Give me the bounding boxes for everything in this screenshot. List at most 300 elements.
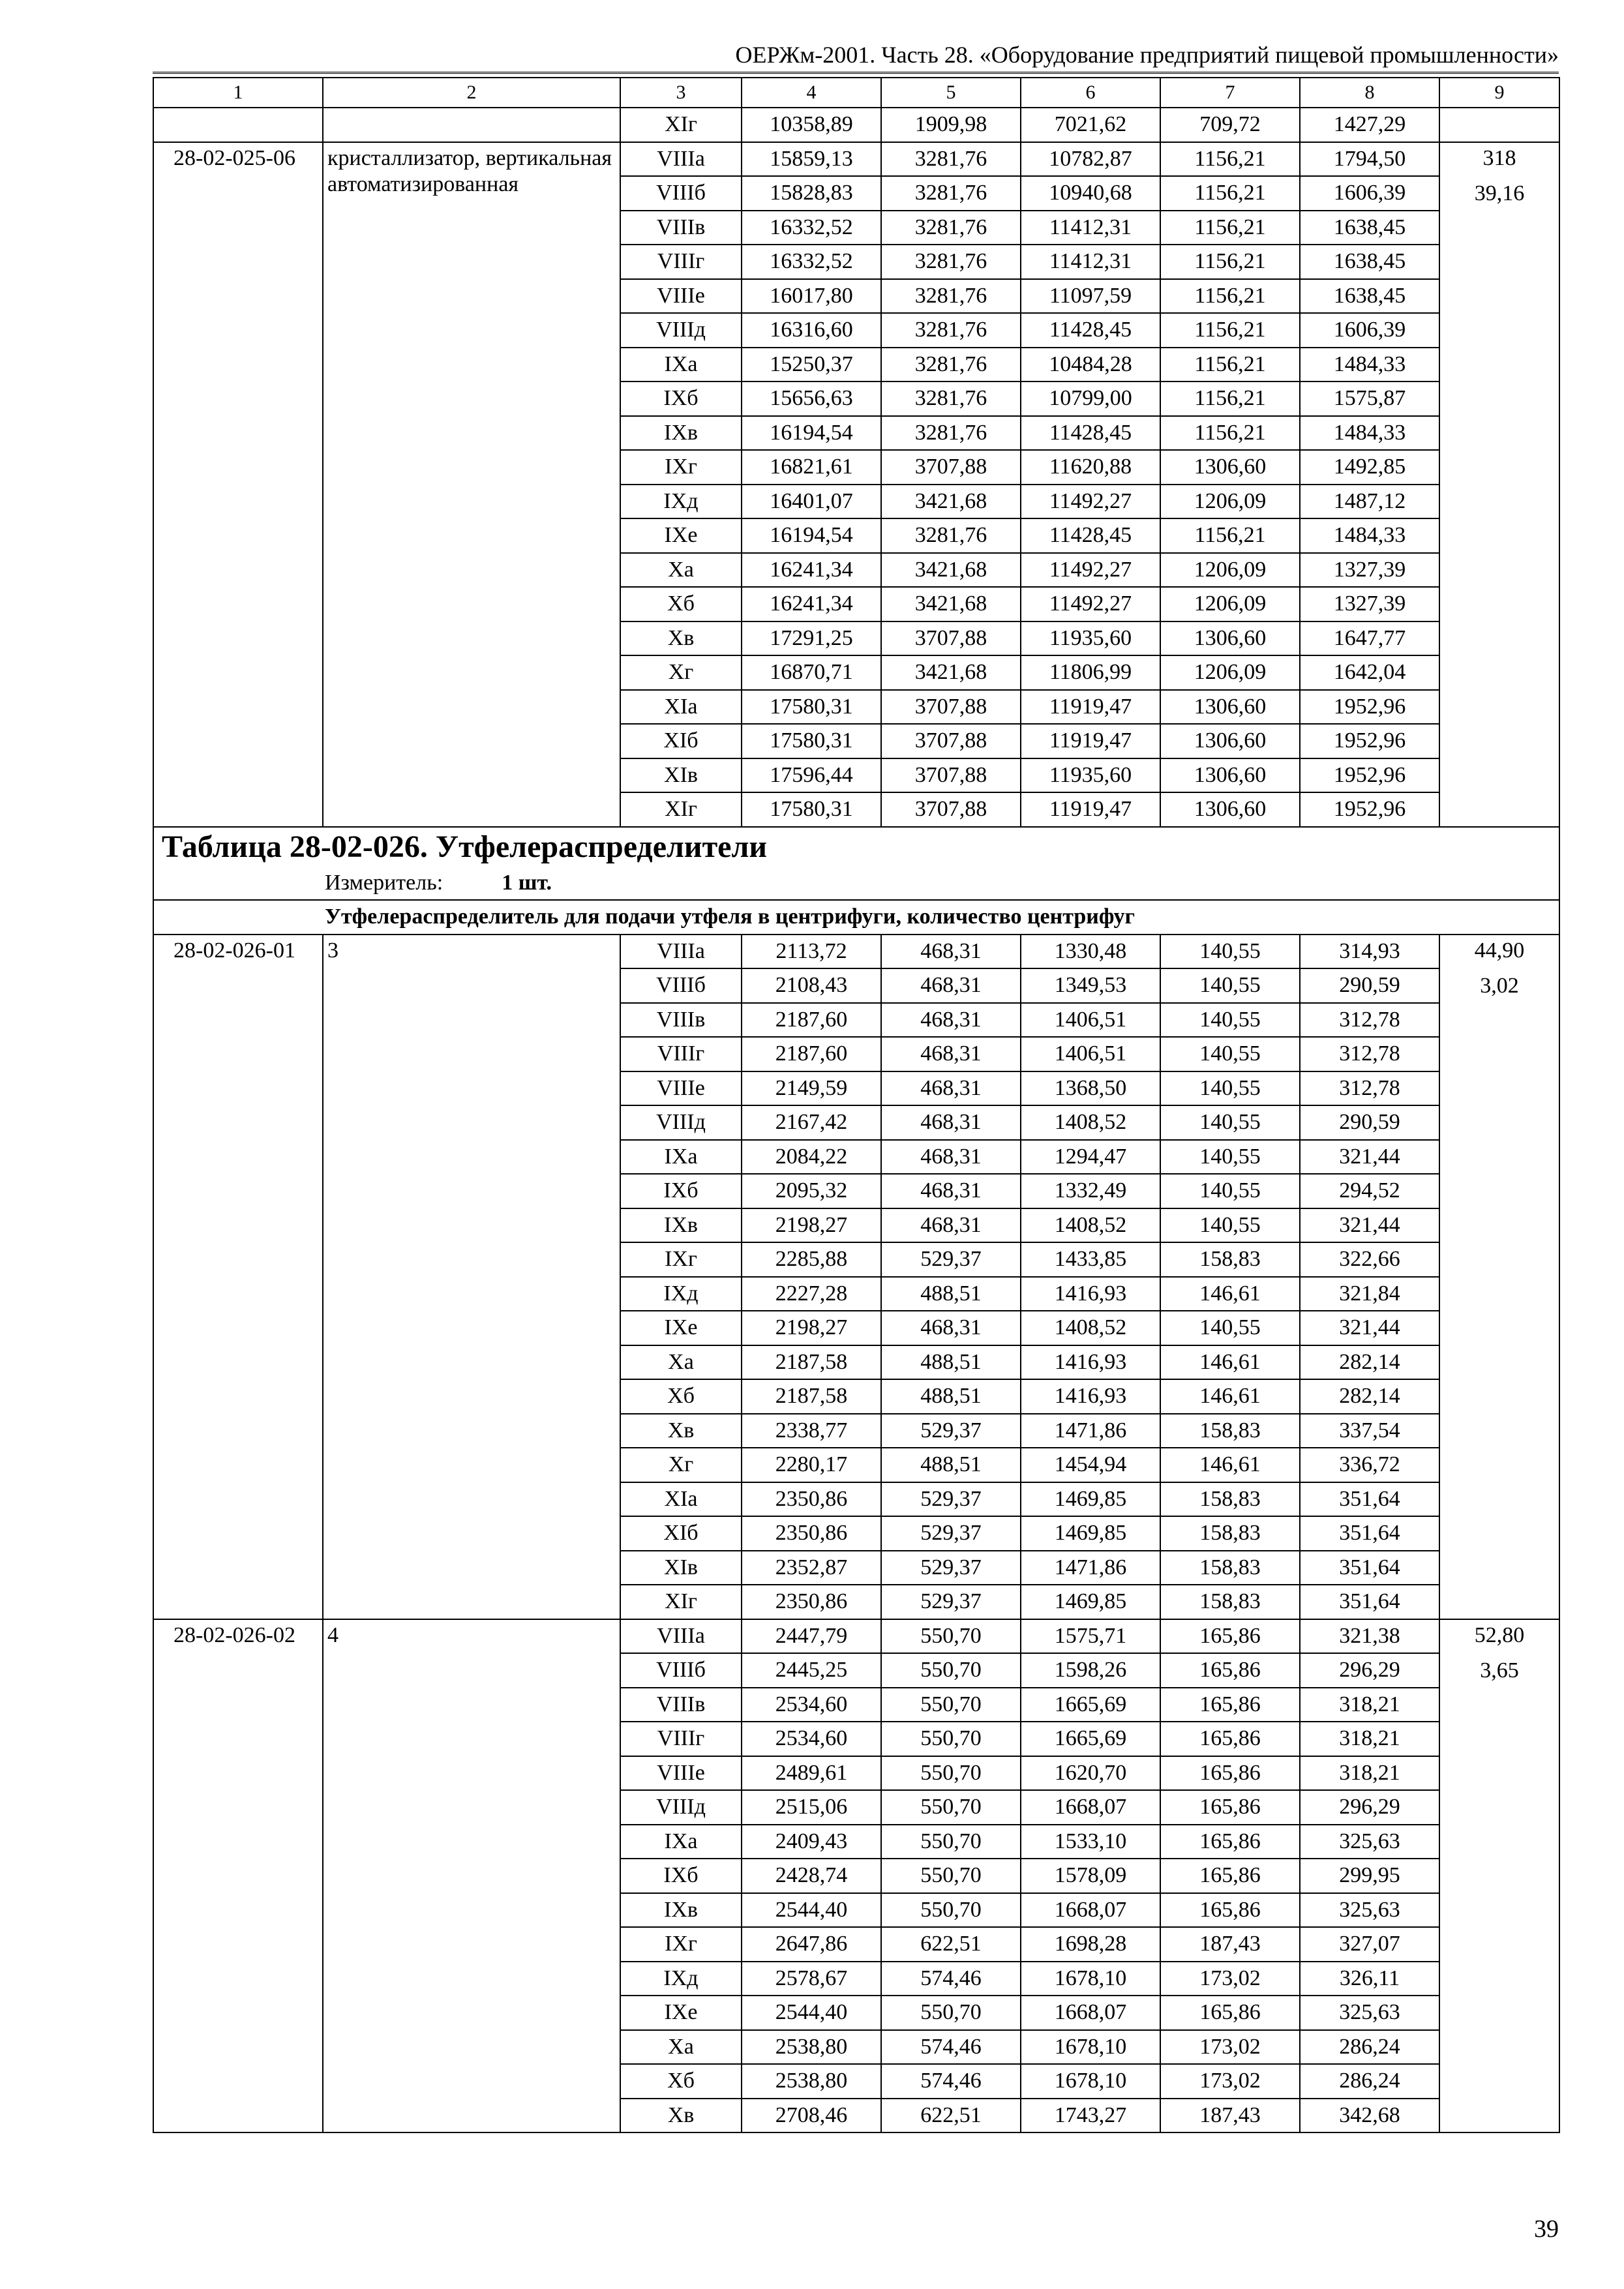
machinists-wages-cell: 140,55	[1160, 1311, 1300, 1345]
materials-cell: 321,38	[1300, 1619, 1439, 1654]
zone-cell: IXд	[620, 1962, 742, 1996]
zone-cell: VIIIа	[620, 142, 742, 177]
machines-cell: 1408,52	[1021, 1208, 1160, 1243]
wages-cell: 3707,88	[881, 690, 1021, 725]
materials-cell: 318,21	[1300, 1722, 1439, 1756]
zone-cell: IXг	[620, 1242, 742, 1277]
name-cell	[323, 108, 620, 142]
total-cost-cell: 16332,52	[742, 211, 881, 245]
column-number: 4	[742, 78, 881, 108]
machines-cell: 11412,31	[1021, 211, 1160, 245]
wages-cell: 529,37	[881, 1414, 1021, 1448]
machinists-wages-cell: 173,02	[1160, 2064, 1300, 2099]
materials-cell: 1327,39	[1300, 553, 1439, 588]
labor-norm-cell	[1439, 1619, 1559, 2133]
machines-cell: 1620,70	[1021, 1756, 1160, 1791]
zone-cell: Xа	[620, 1345, 742, 1380]
zone-cell: VIIIд	[620, 313, 742, 348]
wages-cell: 550,70	[881, 1688, 1021, 1722]
total-cost-cell: 16332,52	[742, 245, 881, 279]
wages-cell: 550,70	[881, 1859, 1021, 1893]
zone-cell: VIIIд	[620, 1105, 742, 1140]
materials-cell: 296,29	[1300, 1790, 1439, 1825]
materials-cell: 325,63	[1300, 1996, 1439, 2030]
materials-cell: 325,63	[1300, 1825, 1439, 1859]
materials-cell: 1638,45	[1300, 245, 1439, 279]
zone-cell: Xг	[620, 1448, 742, 1482]
machinists-wages-cell: 1156,21	[1160, 245, 1300, 279]
zone-cell: IXв	[620, 416, 742, 451]
zone-cell: VIIIе	[620, 279, 742, 314]
total-cost-cell: 2544,40	[742, 1996, 881, 2030]
machines-cell: 11620,88	[1021, 450, 1160, 485]
wages-cell: 3281,76	[881, 416, 1021, 451]
zone-cell: IXа	[620, 1140, 742, 1174]
wages-cell: 622,51	[881, 1927, 1021, 1962]
zone-cell: XIг	[620, 792, 742, 827]
wages-cell: 3281,76	[881, 348, 1021, 382]
machinists-wages-cell: 158,83	[1160, 1585, 1300, 1619]
machinists-wages-cell: 165,86	[1160, 1996, 1300, 2030]
materials-cell: 1952,96	[1300, 690, 1439, 725]
materials-cell: 321,44	[1300, 1311, 1439, 1345]
machinists-wages-cell: 1156,21	[1160, 348, 1300, 382]
machines-cell: 11919,47	[1021, 724, 1160, 758]
total-cost-cell: 2428,74	[742, 1859, 881, 1893]
wages-cell: 468,31	[881, 1208, 1021, 1243]
position-name: 3	[323, 935, 620, 1619]
wages-cell: 3707,88	[881, 792, 1021, 827]
machines-cell: 1533,10	[1021, 1825, 1160, 1859]
zone-cell: XIг	[620, 1585, 742, 1619]
total-cost-cell: 2447,79	[742, 1619, 881, 1654]
total-cost-cell: 2708,46	[742, 2099, 881, 2133]
materials-cell: 312,78	[1300, 1071, 1439, 1106]
machines-cell: 1665,69	[1021, 1722, 1160, 1756]
machinists-wages-cell: 140,55	[1160, 1003, 1300, 1038]
total-cost-cell: 2285,88	[742, 1242, 881, 1277]
wages-cell: 1909,98	[881, 108, 1021, 142]
total-cost-cell: 2227,28	[742, 1277, 881, 1311]
materials-cell: 318,21	[1300, 1688, 1439, 1722]
total-cost-cell: 2647,86	[742, 1927, 881, 1962]
machines-cell: 7021,62	[1021, 108, 1160, 142]
page-number: 39	[1534, 2215, 1559, 2243]
machines-cell: 11935,60	[1021, 758, 1160, 793]
wages-cell: 468,31	[881, 1105, 1021, 1140]
zone-cell: VIIIа	[620, 935, 742, 969]
labor-norm-value: 39,16	[1474, 181, 1525, 205]
machinists-wages-cell: 165,86	[1160, 1893, 1300, 1928]
materials-cell: 282,14	[1300, 1379, 1439, 1414]
materials-cell: 1638,45	[1300, 279, 1439, 314]
table-row	[153, 142, 1559, 177]
wages-cell: 3281,76	[881, 313, 1021, 348]
machinists-wages-cell: 1156,21	[1160, 382, 1300, 416]
machines-cell: 1454,94	[1021, 1448, 1160, 1482]
wages-cell: 574,46	[881, 2064, 1021, 2099]
price-table	[153, 77, 1560, 2133]
total-cost-cell: 10358,89	[742, 108, 881, 142]
machinists-wages-cell: 187,43	[1160, 2099, 1300, 2133]
column-number: 6	[1021, 78, 1160, 108]
wages-cell: 3281,76	[881, 142, 1021, 177]
wages-cell: 488,51	[881, 1277, 1021, 1311]
total-cost-cell: 2445,25	[742, 1653, 881, 1688]
materials-cell: 1427,29	[1300, 108, 1439, 142]
wages-cell: 529,37	[881, 1551, 1021, 1585]
zone-cell: VIIIг	[620, 1037, 742, 1071]
zone-cell: IXе	[620, 1311, 742, 1345]
machinists-wages-cell: 1156,21	[1160, 279, 1300, 314]
total-cost-cell: 16870,71	[742, 655, 881, 690]
table-subtitle: Утфелераспределитель для подачи утфеля в центрифуги, количество центрифуг	[153, 900, 1559, 935]
machinists-wages-cell: 1206,09	[1160, 553, 1300, 588]
machinists-wages-cell: 158,83	[1160, 1242, 1300, 1277]
machinists-wages-cell: 187,43	[1160, 1927, 1300, 1962]
zone-cell: IXб	[620, 1859, 742, 1893]
materials-cell: 1952,96	[1300, 724, 1439, 758]
machinists-wages-cell: 165,86	[1160, 1688, 1300, 1722]
measure-label: Измеритель:	[325, 870, 444, 895]
machinists-wages-cell: 158,83	[1160, 1414, 1300, 1448]
wages-cell: 550,70	[881, 1790, 1021, 1825]
machines-cell: 1469,85	[1021, 1585, 1160, 1619]
zone-cell: Xв	[620, 2099, 742, 2133]
zone-cell: XIа	[620, 690, 742, 725]
machines-cell: 1294,47	[1021, 1140, 1160, 1174]
labor-norm-value: 318	[1482, 145, 1516, 170]
materials-cell: 337,54	[1300, 1414, 1439, 1448]
subtitle-row	[153, 900, 1559, 935]
wages-cell: 3421,68	[881, 553, 1021, 588]
zone-cell: XIв	[620, 1551, 742, 1585]
measure-value: 1 шт.	[502, 870, 552, 895]
zone-cell: VIIIб	[620, 968, 742, 1003]
machines-cell: 1406,51	[1021, 1003, 1160, 1038]
wages-cell: 550,70	[881, 1722, 1021, 1756]
materials-cell: 1484,33	[1300, 348, 1439, 382]
materials-cell: 327,07	[1300, 1927, 1439, 1962]
zone-cell: IXб	[620, 382, 742, 416]
position-code: 28-02-026-02	[153, 1619, 323, 2133]
total-cost-cell: 17580,31	[742, 792, 881, 827]
machinists-wages-cell: 709,72	[1160, 108, 1300, 142]
total-cost-cell: 2352,87	[742, 1551, 881, 1585]
measure-cell	[153, 867, 1559, 901]
total-cost-cell: 2167,42	[742, 1105, 881, 1140]
table-row	[153, 1619, 1559, 1654]
position-name: 4	[323, 1619, 620, 2133]
machinists-wages-cell: 1206,09	[1160, 655, 1300, 690]
machines-cell: 1678,10	[1021, 2030, 1160, 2065]
materials-cell: 1952,96	[1300, 758, 1439, 793]
machines-cell: 1668,07	[1021, 1790, 1160, 1825]
wages-cell: 488,51	[881, 1345, 1021, 1380]
zone-cell: Xб	[620, 587, 742, 621]
machines-cell: 11806,99	[1021, 655, 1160, 690]
machines-cell: 1575,71	[1021, 1619, 1160, 1654]
materials-cell: 1606,39	[1300, 176, 1439, 211]
machines-cell: 11935,60	[1021, 621, 1160, 656]
zone-cell: Xб	[620, 1379, 742, 1414]
zone-cell: IXе	[620, 1996, 742, 2030]
materials-cell: 286,24	[1300, 2064, 1439, 2099]
machines-cell: 1469,85	[1021, 1516, 1160, 1551]
zone-cell: IXг	[620, 1927, 742, 1962]
materials-cell: 1484,33	[1300, 416, 1439, 451]
zone-cell: XIб	[620, 1516, 742, 1551]
machines-cell: 11492,27	[1021, 587, 1160, 621]
machinists-wages-cell: 146,61	[1160, 1448, 1300, 1482]
materials-cell: 1492,85	[1300, 450, 1439, 485]
machines-cell: 1578,09	[1021, 1859, 1160, 1893]
machines-cell: 1471,86	[1021, 1551, 1160, 1585]
total-cost-cell: 2578,67	[742, 1962, 881, 1996]
total-cost-cell: 2187,58	[742, 1345, 881, 1380]
materials-cell: 1487,12	[1300, 485, 1439, 519]
table-row	[153, 108, 1559, 142]
wages-cell: 3707,88	[881, 450, 1021, 485]
zone-cell: Xг	[620, 655, 742, 690]
machinists-wages-cell: 1306,60	[1160, 450, 1300, 485]
machinists-wages-cell: 1306,60	[1160, 724, 1300, 758]
zone-cell: Xв	[620, 1414, 742, 1448]
total-cost-cell: 2187,58	[742, 1379, 881, 1414]
machinists-wages-cell: 165,86	[1160, 1722, 1300, 1756]
zone-cell: VIIIг	[620, 245, 742, 279]
total-cost-cell: 16401,07	[742, 485, 881, 519]
machinists-wages-cell: 1306,60	[1160, 621, 1300, 656]
column-number: 7	[1160, 78, 1300, 108]
machinists-wages-cell: 1156,21	[1160, 142, 1300, 177]
materials-cell: 318,21	[1300, 1756, 1439, 1791]
materials-cell: 321,44	[1300, 1208, 1439, 1243]
wages-cell: 550,70	[881, 1825, 1021, 1859]
materials-cell: 1952,96	[1300, 792, 1439, 827]
machinists-wages-cell: 165,86	[1160, 1619, 1300, 1654]
materials-cell: 294,52	[1300, 1174, 1439, 1208]
machinists-wages-cell: 1306,60	[1160, 792, 1300, 827]
machines-cell: 11428,45	[1021, 518, 1160, 553]
machines-cell: 11428,45	[1021, 313, 1160, 348]
machines-cell: 1598,26	[1021, 1653, 1160, 1688]
total-cost-cell: 2409,43	[742, 1825, 881, 1859]
wages-cell: 574,46	[881, 2030, 1021, 2065]
materials-cell: 351,64	[1300, 1516, 1439, 1551]
materials-cell: 1484,33	[1300, 518, 1439, 553]
total-cost-cell: 16194,54	[742, 518, 881, 553]
total-cost-cell: 15656,63	[742, 382, 881, 416]
machines-cell: 10940,68	[1021, 176, 1160, 211]
zone-cell: Xб	[620, 2064, 742, 2099]
machines-cell: 1408,52	[1021, 1105, 1160, 1140]
machinists-wages-cell: 1206,09	[1160, 485, 1300, 519]
wages-cell: 468,31	[881, 1003, 1021, 1038]
machinists-wages-cell: 146,61	[1160, 1277, 1300, 1311]
machines-cell: 1406,51	[1021, 1037, 1160, 1071]
materials-cell: 312,78	[1300, 1003, 1439, 1038]
wages-cell: 3281,76	[881, 382, 1021, 416]
total-cost-cell: 17580,31	[742, 690, 881, 725]
machinists-wages-cell: 165,86	[1160, 1653, 1300, 1688]
machines-cell: 1416,93	[1021, 1277, 1160, 1311]
zone-cell: XIб	[620, 724, 742, 758]
zone-cell: VIIIд	[620, 1790, 742, 1825]
total-cost-cell: 2338,77	[742, 1414, 881, 1448]
total-cost-cell: 2515,06	[742, 1790, 881, 1825]
machinists-wages-cell: 165,86	[1160, 1790, 1300, 1825]
zone-cell: IXа	[620, 1825, 742, 1859]
materials-cell: 322,66	[1300, 1242, 1439, 1277]
labor-norm-value: 3,02	[1480, 973, 1519, 998]
machinists-wages-cell: 140,55	[1160, 1140, 1300, 1174]
materials-cell: 321,44	[1300, 1140, 1439, 1174]
table-title: Таблица 28-02-026. Утфелераспределители	[153, 827, 1559, 867]
machinists-wages-cell: 158,83	[1160, 1516, 1300, 1551]
zone-cell: Xв	[620, 621, 742, 656]
machines-cell: 1471,86	[1021, 1414, 1160, 1448]
wages-cell: 3421,68	[881, 655, 1021, 690]
materials-cell: 351,64	[1300, 1482, 1439, 1517]
wages-cell: 550,70	[881, 1619, 1021, 1654]
materials-cell: 282,14	[1300, 1345, 1439, 1380]
zone-cell: XIв	[620, 758, 742, 793]
column-number: 1	[153, 78, 323, 108]
machines-cell: 1743,27	[1021, 2099, 1160, 2133]
labor-norm-value: 3,65	[1480, 1658, 1519, 1683]
machines-cell: 1433,85	[1021, 1242, 1160, 1277]
zone-cell: IXд	[620, 1277, 742, 1311]
materials-cell: 1638,45	[1300, 211, 1439, 245]
zone-cell: XIг	[620, 108, 742, 142]
column-number: 9	[1439, 78, 1559, 108]
materials-cell: 326,11	[1300, 1962, 1439, 1996]
labor-norm-value: 44,90	[1474, 938, 1525, 963]
total-cost-cell: 2280,17	[742, 1448, 881, 1482]
wages-cell: 529,37	[881, 1482, 1021, 1517]
machines-cell: 1678,10	[1021, 2064, 1160, 2099]
page-header: ОЕРЖм-2001. Часть 28. «Оборудование предприятий пищевой промышленности»	[153, 40, 1559, 74]
wages-cell: 550,70	[881, 1653, 1021, 1688]
zone-cell: XIа	[620, 1482, 742, 1517]
wages-cell: 529,37	[881, 1242, 1021, 1277]
position-code: 28-02-025-06	[153, 142, 323, 827]
materials-cell: 351,64	[1300, 1551, 1439, 1585]
machinists-wages-cell: 165,86	[1160, 1825, 1300, 1859]
wages-cell: 3707,88	[881, 621, 1021, 656]
table-body	[153, 78, 1559, 2132]
wages-cell: 468,31	[881, 1174, 1021, 1208]
materials-cell: 312,78	[1300, 1037, 1439, 1071]
zone-cell: IXв	[620, 1208, 742, 1243]
total-cost-cell: 16241,34	[742, 553, 881, 588]
table-title-row	[153, 827, 1559, 867]
total-cost-cell: 17580,31	[742, 724, 881, 758]
norm-cell	[1439, 108, 1559, 142]
wages-cell: 3421,68	[881, 587, 1021, 621]
total-cost-cell: 2350,86	[742, 1585, 881, 1619]
materials-cell: 325,63	[1300, 1893, 1439, 1928]
materials-cell: 286,24	[1300, 2030, 1439, 2065]
machinists-wages-cell: 1306,60	[1160, 758, 1300, 793]
wages-cell: 3281,76	[881, 211, 1021, 245]
total-cost-cell: 15250,37	[742, 348, 881, 382]
machines-cell: 1668,07	[1021, 1893, 1160, 1928]
zone-cell: VIIIг	[620, 1722, 742, 1756]
wages-cell: 3281,76	[881, 279, 1021, 314]
total-cost-cell: 2187,60	[742, 1003, 881, 1038]
machinists-wages-cell: 140,55	[1160, 1208, 1300, 1243]
machinists-wages-cell: 158,83	[1160, 1482, 1300, 1517]
machinists-wages-cell: 140,55	[1160, 1174, 1300, 1208]
machines-cell: 11919,47	[1021, 690, 1160, 725]
machines-cell: 10484,28	[1021, 348, 1160, 382]
zone-cell: VIIIв	[620, 1003, 742, 1038]
wages-cell: 488,51	[881, 1379, 1021, 1414]
column-number: 8	[1300, 78, 1439, 108]
total-cost-cell: 2544,40	[742, 1893, 881, 1928]
machinists-wages-cell: 140,55	[1160, 968, 1300, 1003]
machines-cell: 1698,28	[1021, 1927, 1160, 1962]
column-number-row	[153, 78, 1559, 108]
labor-norm-value: 52,80	[1474, 1623, 1525, 1647]
total-cost-cell: 2095,32	[742, 1174, 881, 1208]
machines-cell: 11097,59	[1021, 279, 1160, 314]
total-cost-cell: 2538,80	[742, 2030, 881, 2065]
wages-cell: 574,46	[881, 1962, 1021, 1996]
machines-cell: 11492,27	[1021, 553, 1160, 588]
machines-cell: 10799,00	[1021, 382, 1160, 416]
materials-cell: 299,95	[1300, 1859, 1439, 1893]
column-number: 3	[620, 78, 742, 108]
labor-norm-cell	[1439, 142, 1559, 827]
machines-cell: 1408,52	[1021, 1311, 1160, 1345]
materials-cell: 1327,39	[1300, 587, 1439, 621]
machinists-wages-cell: 165,86	[1160, 1859, 1300, 1893]
machines-cell: 11919,47	[1021, 792, 1160, 827]
wages-cell: 3707,88	[881, 758, 1021, 793]
materials-cell: 1794,50	[1300, 142, 1439, 177]
zone-cell: VIIIа	[620, 1619, 742, 1654]
total-cost-cell: 2538,80	[742, 2064, 881, 2099]
machinists-wages-cell: 173,02	[1160, 1962, 1300, 1996]
materials-cell: 290,59	[1300, 968, 1439, 1003]
total-cost-cell: 16821,61	[742, 450, 881, 485]
materials-cell: 314,93	[1300, 935, 1439, 969]
materials-cell: 342,68	[1300, 2099, 1439, 2133]
wages-cell: 529,37	[881, 1585, 1021, 1619]
zone-cell: IXа	[620, 348, 742, 382]
machinists-wages-cell: 146,61	[1160, 1379, 1300, 1414]
wages-cell: 622,51	[881, 2099, 1021, 2133]
machinists-wages-cell: 1156,21	[1160, 313, 1300, 348]
total-cost-cell: 2113,72	[742, 935, 881, 969]
zone-cell: IXд	[620, 485, 742, 519]
zone-cell: IXв	[620, 1893, 742, 1928]
machines-cell: 1349,53	[1021, 968, 1160, 1003]
total-cost-cell: 2198,27	[742, 1208, 881, 1243]
zone-cell: VIIIе	[620, 1071, 742, 1106]
machines-cell: 11492,27	[1021, 485, 1160, 519]
wages-cell: 3281,76	[881, 245, 1021, 279]
wages-cell: 468,31	[881, 1311, 1021, 1345]
position-code: 28-02-026-01	[153, 935, 323, 1619]
wages-cell: 488,51	[881, 1448, 1021, 1482]
total-cost-cell: 16241,34	[742, 587, 881, 621]
wages-cell: 468,31	[881, 1071, 1021, 1106]
zone-cell: Xа	[620, 2030, 742, 2065]
